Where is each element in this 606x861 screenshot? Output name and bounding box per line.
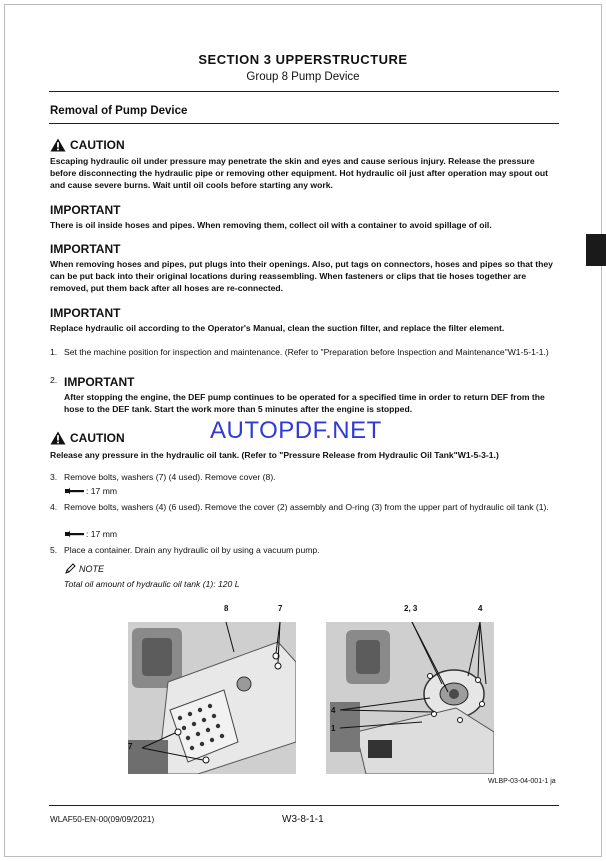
header-rule bbox=[49, 91, 559, 92]
footer-rule bbox=[49, 805, 559, 806]
figure-code: WLBP-03-04-001-1 ja bbox=[488, 778, 556, 785]
caution-label: CAUTION bbox=[70, 138, 125, 152]
step-number: 1. bbox=[50, 347, 58, 357]
caution-text: Escaping hydraulic oil under pressure may penetrate the skin and eyes and cause serious injury. Release the pressure before disconnecting the hydraulic pipe or removing other equipment. Hot hydraulic oil just after operation may spout out and cause severe burns. Wait until oil cools before starting any work. bbox=[50, 156, 549, 190]
pencil-icon bbox=[64, 563, 76, 575]
caution-text: Release any pressure in the hydraulic oil tank. (Refer to "Pressure Release from Hydraulic Oil Tank"W1-5-3-1.) bbox=[50, 450, 499, 460]
note-header bbox=[64, 563, 104, 575]
figure-left-photo bbox=[128, 622, 296, 774]
warning-icon bbox=[50, 431, 66, 445]
figure-left-drawing bbox=[128, 622, 296, 774]
callout-7: 7 bbox=[278, 604, 283, 613]
step-number: 4. bbox=[50, 502, 58, 512]
wrench-size-text: : 17 mm bbox=[86, 486, 118, 496]
figure-right-drawing bbox=[326, 622, 494, 774]
important-label: IMPORTANT bbox=[64, 375, 135, 389]
step-text: Set the machine position for inspection and maintenance. (Refer to "Preparation before Inspection and Maintenance"W1-5-1-1.) bbox=[64, 347, 549, 357]
procedure-heading: Removal of Pump Device bbox=[50, 105, 188, 117]
footer-doc-code: WLAF50-EN-00(09/09/2021) bbox=[50, 815, 155, 824]
important-label: IMPORTANT bbox=[50, 203, 121, 217]
step-item bbox=[50, 472, 560, 484]
footer-page-number: W3-8-1-1 bbox=[282, 814, 324, 825]
group-title: Group 8 Pump Device bbox=[246, 71, 360, 83]
callout-4: 4 bbox=[478, 604, 483, 613]
note-label: NOTE bbox=[79, 564, 105, 574]
step-item bbox=[50, 545, 560, 557]
important-text: Replace hydraulic oil according to the Operator's Manual, clean the suction filter, and replace the filter element. bbox=[50, 323, 505, 333]
important-block bbox=[50, 203, 560, 232]
callout-2-3: 2, 3 bbox=[404, 604, 418, 613]
watermark-text: AUTOPDF.NET bbox=[210, 417, 382, 444]
caution-label: CAUTION bbox=[70, 431, 125, 445]
step-item bbox=[50, 375, 560, 416]
warning-icon bbox=[50, 138, 66, 152]
step-text: Remove bolts, washers (4) (6 used). Remove the cover (2) assembly and O-ring (3) from the upper part of hydraulic oil tank (1). bbox=[64, 502, 549, 512]
wrench-icon bbox=[64, 530, 86, 538]
important-label: IMPORTANT bbox=[50, 306, 121, 320]
heading-rule bbox=[49, 123, 559, 124]
wrench-size bbox=[64, 529, 117, 539]
figure-right-photo bbox=[326, 622, 494, 774]
wrench-icon bbox=[64, 487, 86, 495]
important-label: IMPORTANT bbox=[50, 242, 121, 256]
important-text: There is oil inside hoses and pipes. When removing them, collect oil with a container to avoid spillage of oil. bbox=[50, 220, 492, 230]
step-number: 5. bbox=[50, 545, 58, 555]
section-tab bbox=[586, 234, 606, 266]
step-text: Remove bolts, washers (7) (4 used). Remove cover (8). bbox=[64, 472, 276, 482]
callout-4: 4 bbox=[331, 706, 336, 715]
section-title: SECTION 3 UPPERSTRUCTURE bbox=[198, 52, 408, 67]
callout-1: 1 bbox=[331, 724, 336, 733]
callout-7: 7 bbox=[128, 742, 133, 751]
note-text: Total oil amount of hydraulic oil tank (1): 120 L bbox=[64, 579, 240, 589]
important-block bbox=[50, 306, 560, 335]
wrench-size-text: : 17 mm bbox=[86, 529, 118, 539]
step-text: Place a container. Drain any hydraulic oil by using a vacuum pump. bbox=[64, 545, 320, 555]
wrench-size bbox=[64, 486, 117, 496]
step-number: 3. bbox=[50, 472, 58, 482]
step-item bbox=[50, 347, 560, 359]
important-text: After stopping the engine, the DEF pump continues to be operated for a specified time in order to return DEF from the hose to the DEF tank. Start the work more than 5 minutes after the engine is stopped. bbox=[64, 392, 545, 414]
important-text: When removing hoses and pipes, put plugs into their openings. Also, put tags on connectors, hoses and pipes so that they can be put back into their original locations during reassembling. When fasteners or clips that tie hoses together are removed, put them back after all hoses are re-connected. bbox=[50, 259, 553, 293]
caution-block bbox=[50, 136, 560, 191]
step-item bbox=[50, 502, 560, 514]
step-number: 2. bbox=[50, 375, 58, 385]
callout-8: 8 bbox=[224, 604, 229, 613]
important-block bbox=[50, 242, 560, 294]
